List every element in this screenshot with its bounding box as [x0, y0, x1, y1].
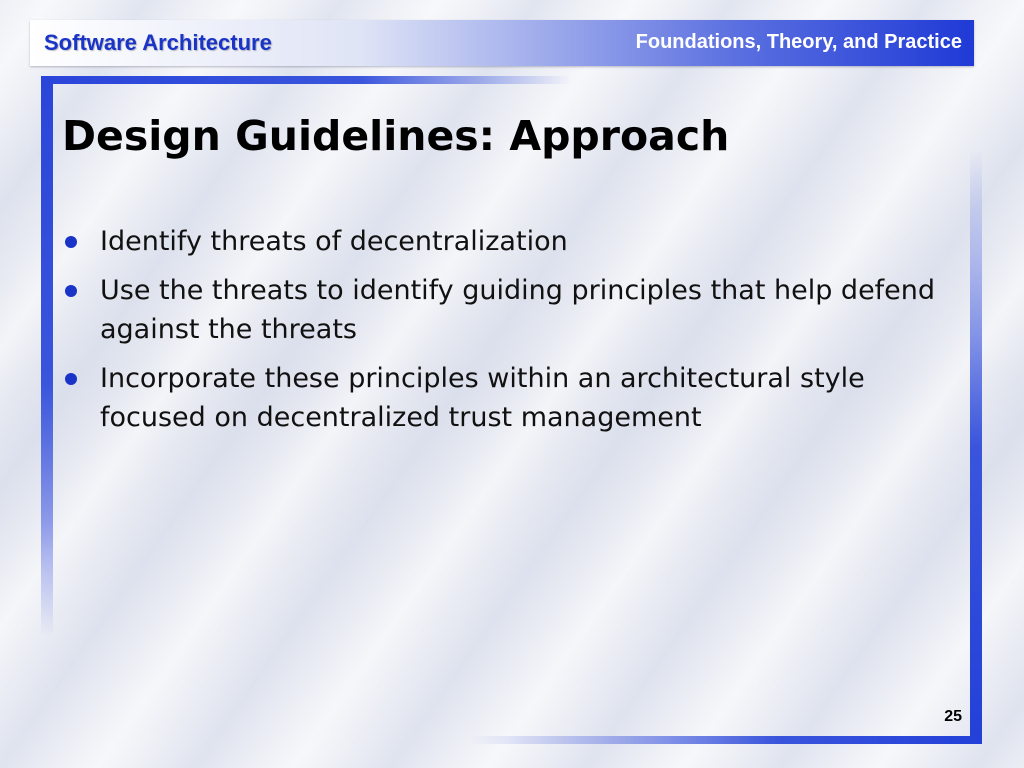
header-bar [30, 20, 974, 66]
bullet-list [62, 222, 962, 447]
slide-title: Design Guidelines: Approach [62, 112, 730, 160]
slide-number: 25 [944, 708, 962, 725]
bullet-item [62, 271, 962, 349]
frame-left-line [41, 76, 53, 636]
bullet-item [62, 222, 962, 261]
book-subtitle: Foundations, Theory, and Practice [635, 31, 962, 53]
frame-bottom-line [470, 736, 982, 744]
bullet-text: Incorporate these principles within an architectural style focused on decentralized trust management [100, 363, 865, 433]
bullet-text: Use the threats to identify guiding principles that help defend against the threats [100, 275, 936, 345]
bullet-dot-icon [65, 373, 77, 385]
bullet-dot-icon [65, 285, 77, 297]
frame-right-line [970, 150, 982, 744]
bullet-item [62, 359, 962, 437]
bullet-text: Identify threats of decentralization [100, 226, 568, 257]
book-title: Software Architecture [44, 30, 272, 55]
frame-top-line [41, 76, 571, 84]
bullet-dot-icon [65, 236, 77, 248]
